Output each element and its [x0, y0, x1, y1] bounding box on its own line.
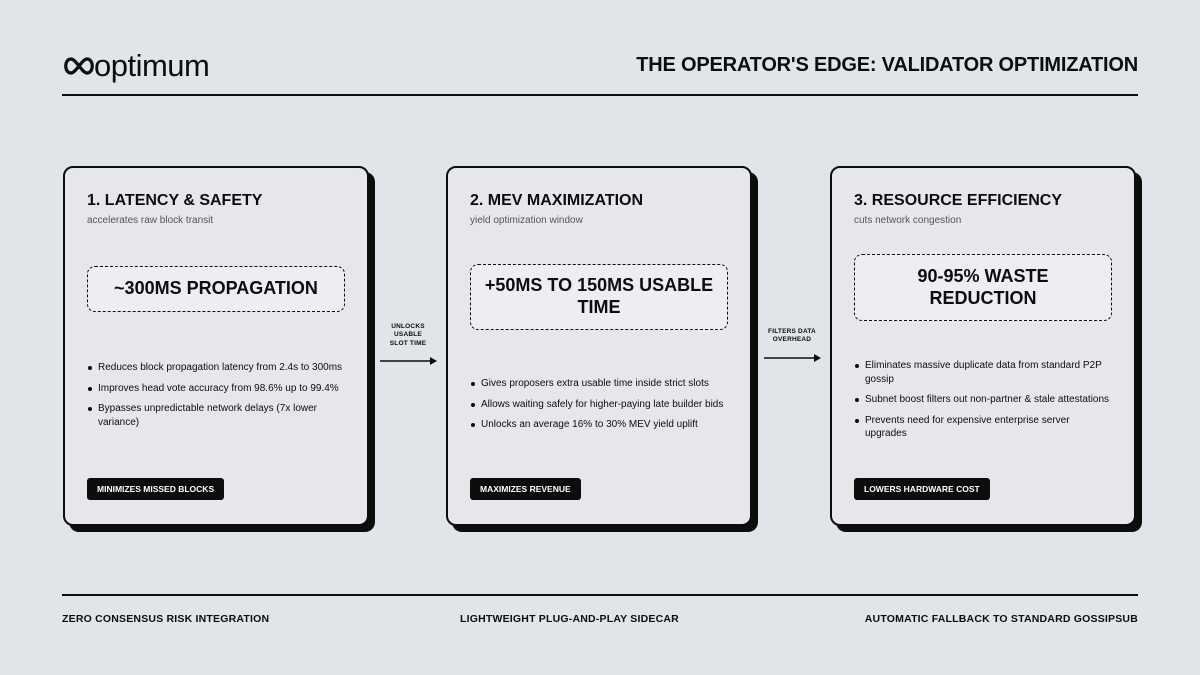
card-latency-safety: [63, 166, 369, 526]
card-subtitle: accelerates raw block transit: [87, 215, 214, 226]
bullet-list: [854, 359, 1112, 448]
list-item: Prevents need for expensive enterprise server upgrades: [854, 414, 1112, 441]
metric-box: 90-95% WASTE REDUCTION: [854, 254, 1112, 321]
card-title: 3. RESOURCE EFFICIENCY: [854, 192, 1063, 209]
card-subtitle: cuts network congestion: [854, 215, 962, 226]
footer-divider: [62, 594, 1138, 596]
metric-box: ~300MS PROPAGATION: [87, 266, 345, 312]
status-badge: MAXIMIZES REVENUE: [470, 478, 581, 500]
logo-text: optimum: [94, 48, 210, 83]
card-title: 1. LATENCY & SAFETY: [87, 192, 263, 209]
status-badge: MINIMIZES MISSED BLOCKS: [87, 478, 224, 500]
connector-2: [760, 328, 824, 366]
page-title: THE OPERATOR'S EDGE: VALIDATOR OPTIMIZATION: [636, 54, 1138, 76]
connector-label: UNLOCKS USABLE SLOT TIME: [389, 323, 427, 347]
card-title: 2. MEV MAXIMIZATION: [470, 192, 644, 209]
footer-left: ZERO CONSENSUS RISK INTEGRATION: [62, 613, 270, 625]
list-item: Eliminates massive duplicate data from standard P2P gossip: [854, 359, 1112, 386]
arrow-right-icon: [762, 353, 822, 363]
header: [62, 44, 1138, 96]
card-resource-efficiency: [830, 166, 1136, 526]
arrow-right-icon: [378, 356, 438, 366]
card-mev-maximization: [446, 166, 752, 526]
footer-center: LIGHTWEIGHT PLUG-AND-PLAY SIDECAR: [460, 613, 679, 625]
list-item: Unlocks an average 16% to 30% MEV yield uplift: [470, 418, 728, 432]
footer-right: AUTOMATIC FALLBACK TO STANDARD GOSSIPSUB: [864, 613, 1138, 625]
list-item: Subnet boost filters out non-partner & stale attestations: [854, 393, 1112, 407]
bullet-list: [470, 377, 728, 439]
list-item: Gives proposers extra usable time inside strict slots: [470, 377, 728, 391]
connector-label: FILTERS DATA OVERHEAD: [768, 328, 816, 344]
list-item: Reduces block propagation latency from 2.4s to 300ms: [87, 361, 345, 375]
logo: [62, 48, 209, 84]
bullet-list: [87, 361, 345, 436]
list-item: Improves head vote accuracy from 98.6% up to 99.4%: [87, 382, 345, 396]
list-item: Bypasses unpredictable network delays (7x lower variance): [87, 402, 345, 429]
list-item: Allows waiting safely for higher-paying late builder bids: [470, 398, 728, 412]
infinity-logo-icon: [62, 55, 96, 77]
connector-1: [376, 323, 440, 370]
card-subtitle: yield optimization window: [470, 215, 583, 226]
metric-box: +50MS TO 150MS USABLE TIME: [470, 264, 728, 330]
status-badge: LOWERS HARDWARE COST: [854, 478, 990, 500]
